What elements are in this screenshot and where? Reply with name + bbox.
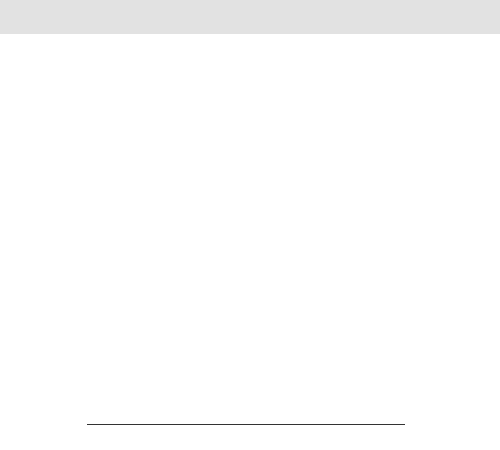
page-header-bar bbox=[0, 0, 500, 34]
footer-rule bbox=[87, 424, 405, 425]
table-of-contents bbox=[87, 47, 405, 56]
